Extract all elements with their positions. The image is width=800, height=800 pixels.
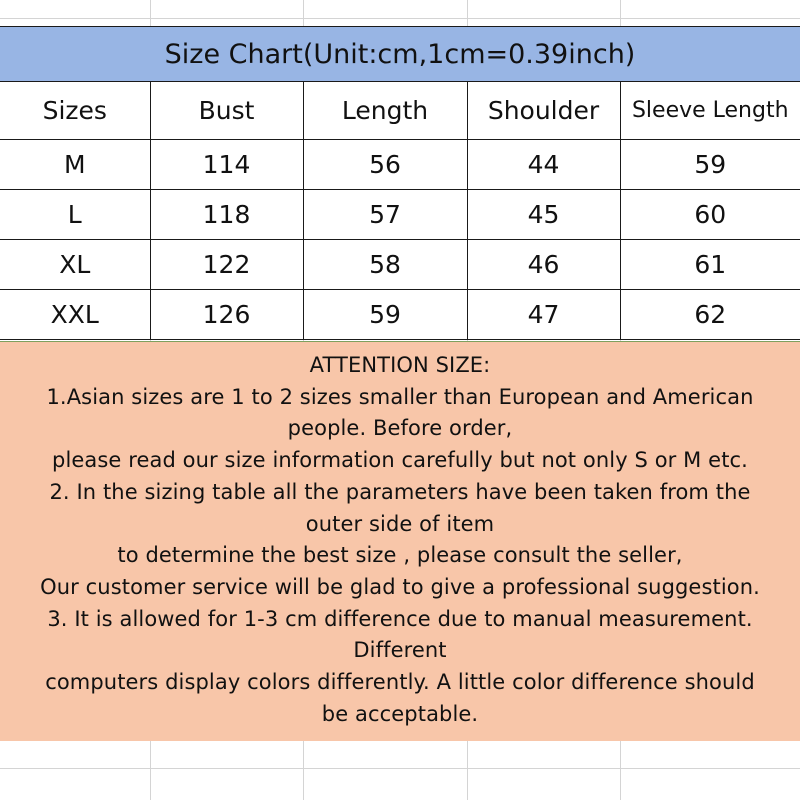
size-cell: M [0, 140, 150, 190]
shoulder-cell: 46 [467, 240, 620, 290]
length-cell: 59 [303, 290, 467, 340]
note-line: be acceptable. [321, 701, 479, 726]
bust-cell: 122 [150, 240, 303, 290]
table-row [0, 290, 800, 340]
header-row [0, 82, 800, 140]
size-chart-table [0, 26, 800, 340]
length-cell: 56 [303, 140, 467, 190]
shoulder-cell: 44 [467, 140, 620, 190]
size-cell: XXL [0, 290, 150, 340]
attention-note-box [0, 341, 800, 741]
attention-note-text [0, 342, 800, 730]
attention-heading: ATTENTION SIZE: [309, 353, 491, 377]
bust-cell: 118 [150, 190, 303, 240]
header-sizes: Sizes [0, 82, 150, 140]
note-line: outer side of item [305, 511, 495, 536]
note-line: 3. It is allowed for 1-3 cm difference due to manual measurement. [47, 606, 753, 631]
note-line: 2. In the sizing table all the parameters have been taken from the [49, 479, 751, 504]
size-cell: XL [0, 240, 150, 290]
note-line: 1.Asian sizes are 1 to 2 sizes smaller than European and American [46, 384, 754, 409]
bust-cell: 126 [150, 290, 303, 340]
table-row [0, 140, 800, 190]
shoulder-cell: 45 [467, 190, 620, 240]
sleeve-length-cell: 59 [620, 140, 800, 190]
header-length: Length [303, 82, 467, 140]
header-sleeve-length: Sleeve Length [620, 82, 800, 140]
length-cell: 58 [303, 240, 467, 290]
shoulder-cell: 47 [467, 290, 620, 340]
note-line: people. Before order, [287, 416, 513, 441]
header-shoulder: Shoulder [467, 82, 620, 140]
table-row [0, 240, 800, 290]
note-line: to determine the best size , please consult the seller, [117, 543, 683, 568]
sleeve-length-cell: 61 [620, 240, 800, 290]
note-line: computers display colors differently. A little color difference should [45, 670, 755, 695]
sleeve-length-cell: 60 [620, 190, 800, 240]
sleeve-length-cell: 62 [620, 290, 800, 340]
note-line: Different [353, 638, 447, 663]
note-line: Our customer service will be glad to give a professional suggestion. [40, 574, 760, 599]
header-bust: Bust [150, 82, 303, 140]
size-chart-title: Size Chart(Unit:cm,1cm=0.39inch) [0, 27, 800, 82]
note-line: please read our size information carefully but not only S or M etc. [52, 448, 748, 473]
length-cell: 57 [303, 190, 467, 240]
title-row [0, 27, 800, 82]
bust-cell: 114 [150, 140, 303, 190]
size-cell: L [0, 190, 150, 240]
table-row [0, 190, 800, 240]
